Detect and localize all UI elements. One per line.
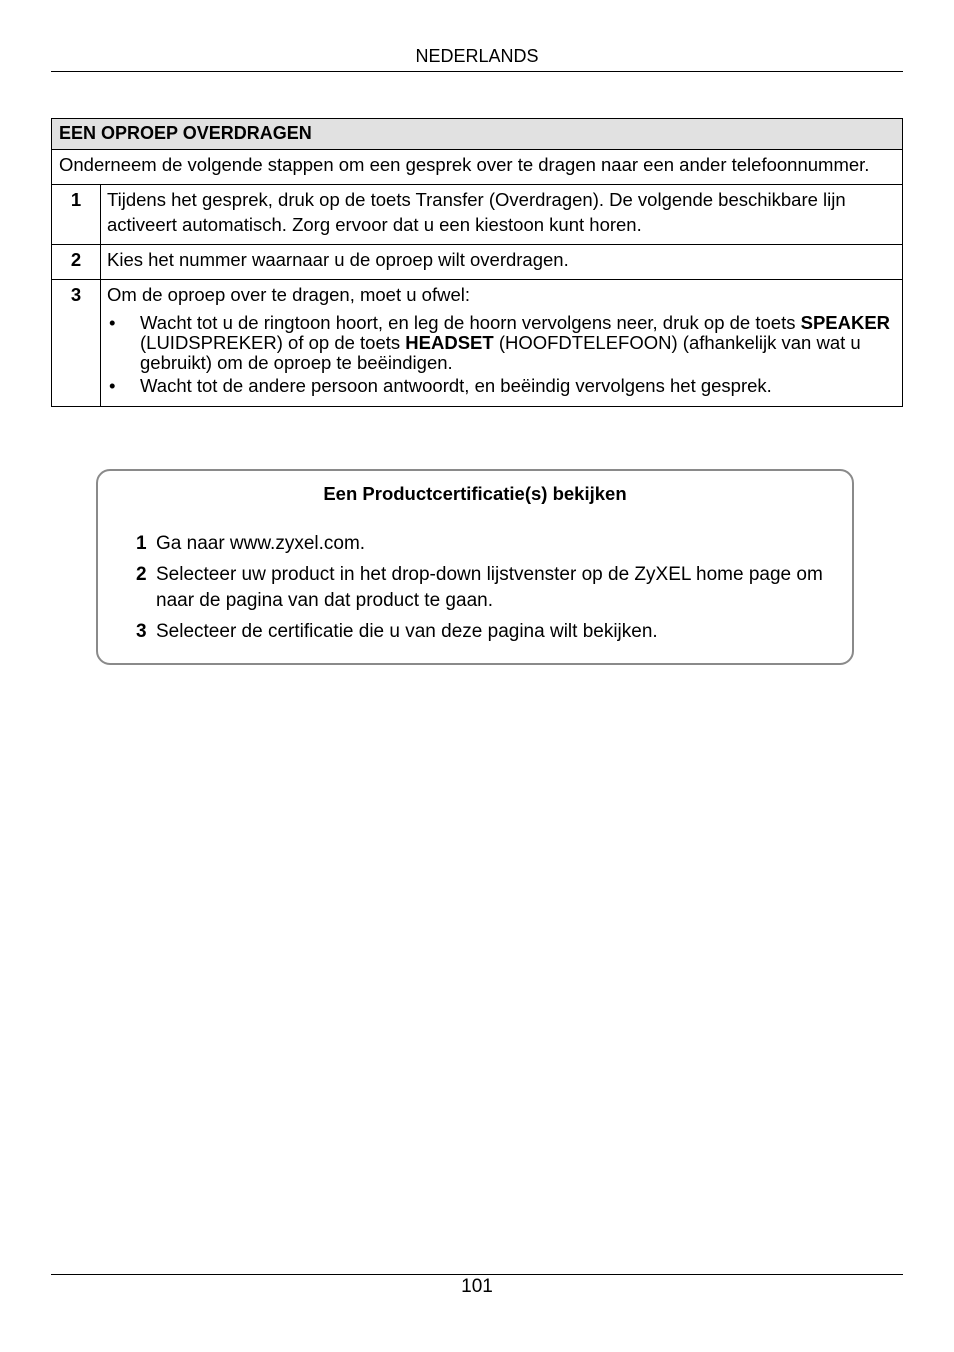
step-number: 2	[52, 245, 101, 280]
step-text: Selecteer uw product in het drop-down lijstvenster op de ZyXEL home page om naar de pagina van dat product te gaan.	[156, 564, 823, 611]
option-text-part: Wacht tot u de ringtoon hoort, en leg de hoorn vervolgens neer, druk op de toets	[140, 312, 801, 333]
table-title: EEN OPROEP OVERDRAGEN	[52, 119, 903, 150]
bullet-icon: •	[109, 312, 116, 333]
transfer-call-table	[51, 118, 903, 407]
table-intro-row	[52, 150, 903, 185]
certification-title: Een Productcertificatie(s) bekijken	[323, 483, 627, 504]
table-row	[52, 245, 903, 280]
option-list	[107, 313, 892, 396]
table-title-row	[52, 119, 903, 150]
list-item	[136, 562, 826, 614]
bullet-icon: •	[109, 375, 116, 396]
step-number: 3	[52, 280, 101, 407]
page-number: 101	[461, 1276, 493, 1297]
step-text: Ga naar www.zyxel.com.	[156, 533, 366, 554]
step-text: Tijdens het gesprek, druk op de toets Transfer (Overdragen). De volgende beschikbare lijn activeert automatisch. Zorg ervoor dat u een kiestoon kunt horen.	[101, 185, 903, 245]
step-text: Selecteer de certificatie die u van deze pagina wilt bekijken.	[156, 621, 658, 642]
step-number: 1	[52, 185, 101, 245]
header-divider	[51, 71, 903, 72]
step-text: Kies het nummer waarnaar u de oproep wilt overdragen.	[101, 245, 903, 280]
option-text-part: (LUIDSPREKER) of op de toets	[140, 332, 406, 353]
step-cell	[101, 280, 903, 407]
list-item	[136, 531, 826, 557]
footer-divider	[51, 1274, 903, 1275]
certification-steps	[136, 531, 826, 650]
option-text-part: (HOOFDTELEFOON) (afhankelijk van wat u gebruikt) om de oproep te beëindigen.	[140, 332, 861, 373]
step-number: 2	[136, 564, 147, 585]
page-header-language: NEDERLANDS	[415, 46, 539, 66]
certification-box	[96, 469, 854, 665]
table-row	[52, 280, 903, 407]
table-intro: Onderneem de volgende stappen om een gesprek over te dragen naar een ander telefoonnummer.	[52, 150, 903, 185]
list-item	[136, 619, 826, 645]
step-text: Om de oproep over te dragen, moet u ofwel:	[107, 284, 471, 305]
step-number: 1	[136, 533, 147, 554]
list-item	[107, 376, 892, 396]
list-item	[107, 313, 892, 373]
option-text: Wacht tot de andere persoon antwoordt, en beëindig vervolgens het gesprek.	[140, 375, 772, 396]
step-number: 3	[136, 621, 147, 642]
table-row	[52, 185, 903, 245]
speaker-key-label: SPEAKER	[800, 312, 891, 333]
headset-key-label: HEADSET	[405, 332, 494, 353]
